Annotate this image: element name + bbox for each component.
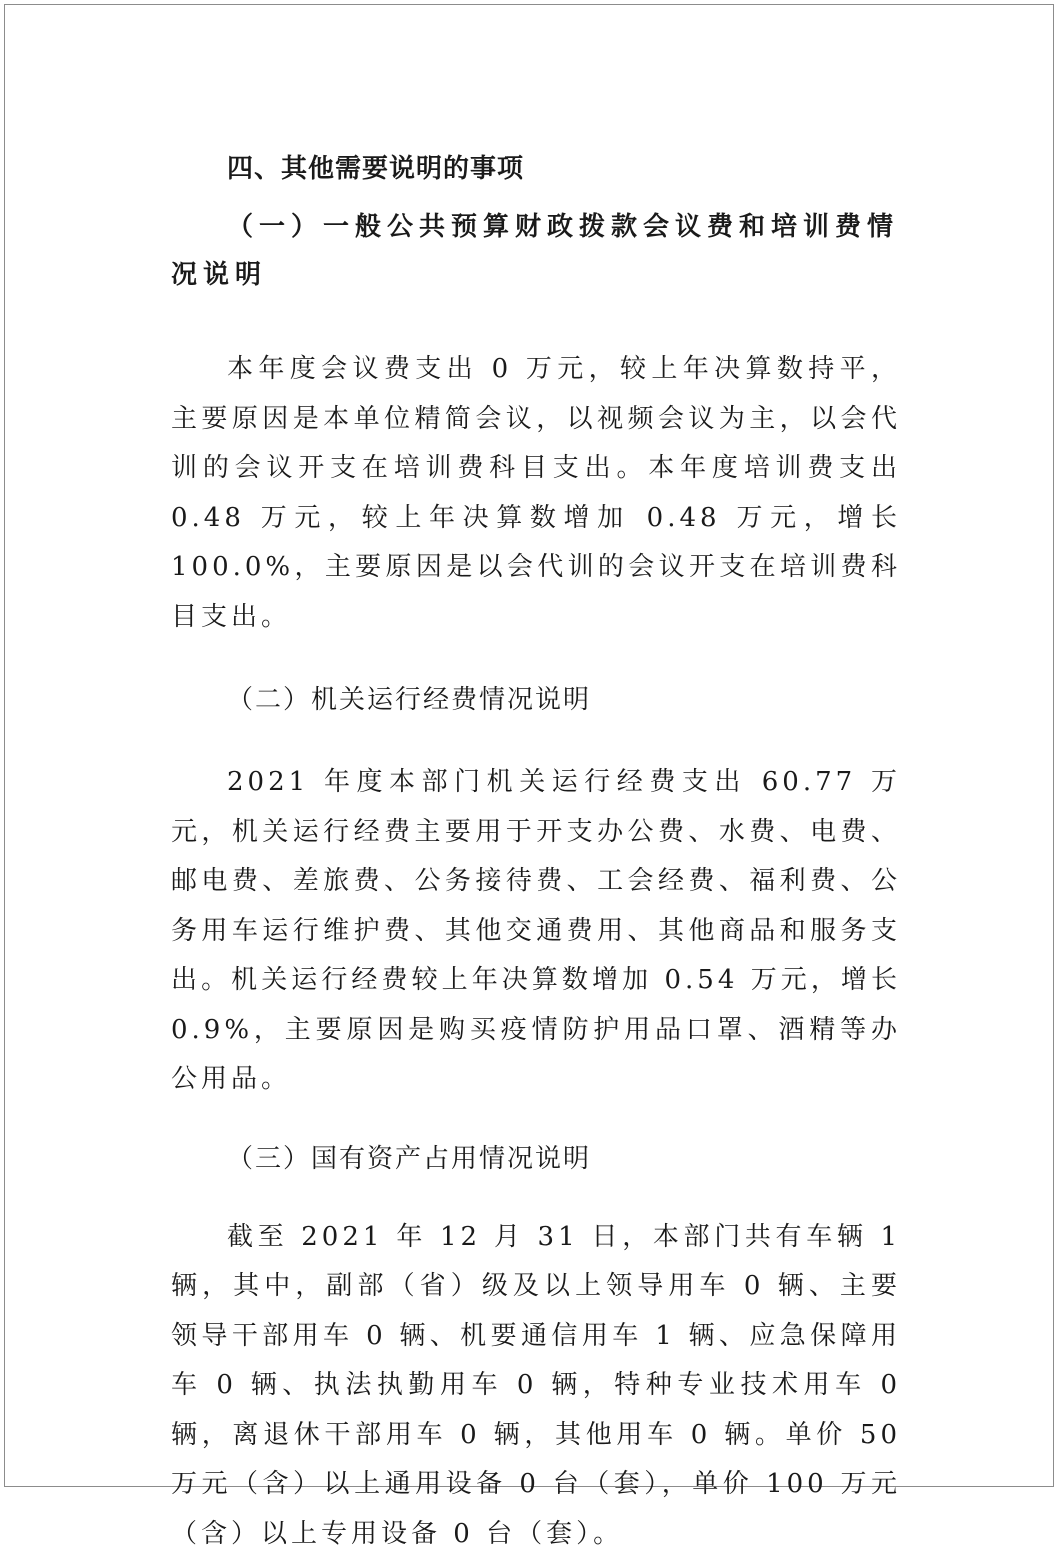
section-heading-4: 四、其他需要说明的事项 [171,145,901,193]
document-page [4,4,1054,1487]
paragraph-meeting-training: 本年度会议费支出 0 万元，较上年决算数持平，主要原因是本单位精简会议，以视频会议为主，以会代训的会议开支在培训费科目支出。本年度培训费支出 0.48 万元，较上年决算数增加 0.48 万元，增长 100.0%，主要原因是以会代训的会议开支在培训费科目支出。 [171,345,901,642]
paragraph-state-assets: 截至 2021 年 12 月 31 日，本部门共有车辆 1 辆，其中，副部（省）级及以上领导用车 0 辆、主要领导干部用车 0 辆、机要通信用车 1 辆、应急保障用车 0 辆、执法执勤用车 0 辆，特种专业技术用车 0 辆，离退休干部用车 0 辆，其他用车 0 辆。单价 50 万元（含）以上通用设备 0 台（套），单价 100 万元（含）以上专用设备 0 台（套）。 [171,1213,901,1559]
subsection-heading-1: （一）一般公共预算财政拨款会议费和培训费情况说明 [171,203,901,299]
paragraph-operating-expenses: 2021 年度本部门机关运行经费支出 60.77 万元，机关运行经费主要用于开支办公费、水费、电费、邮电费、差旅费、公务接待费、工会经费、福利费、公务用车运行维护费、其他交通费用、其他商品和服务支出。机关运行经费较上年决算数增加 0.54 万元，增长 0.9%，主要原因是购买疫情防护用品口罩、酒精等办公用品。 [171,758,901,1105]
subsection-heading-2: （二）机关运行经费情况说明 [171,676,901,724]
subsection-heading-3: （三）国有资产占用情况说明 [171,1135,901,1183]
document-content [171,145,901,1559]
